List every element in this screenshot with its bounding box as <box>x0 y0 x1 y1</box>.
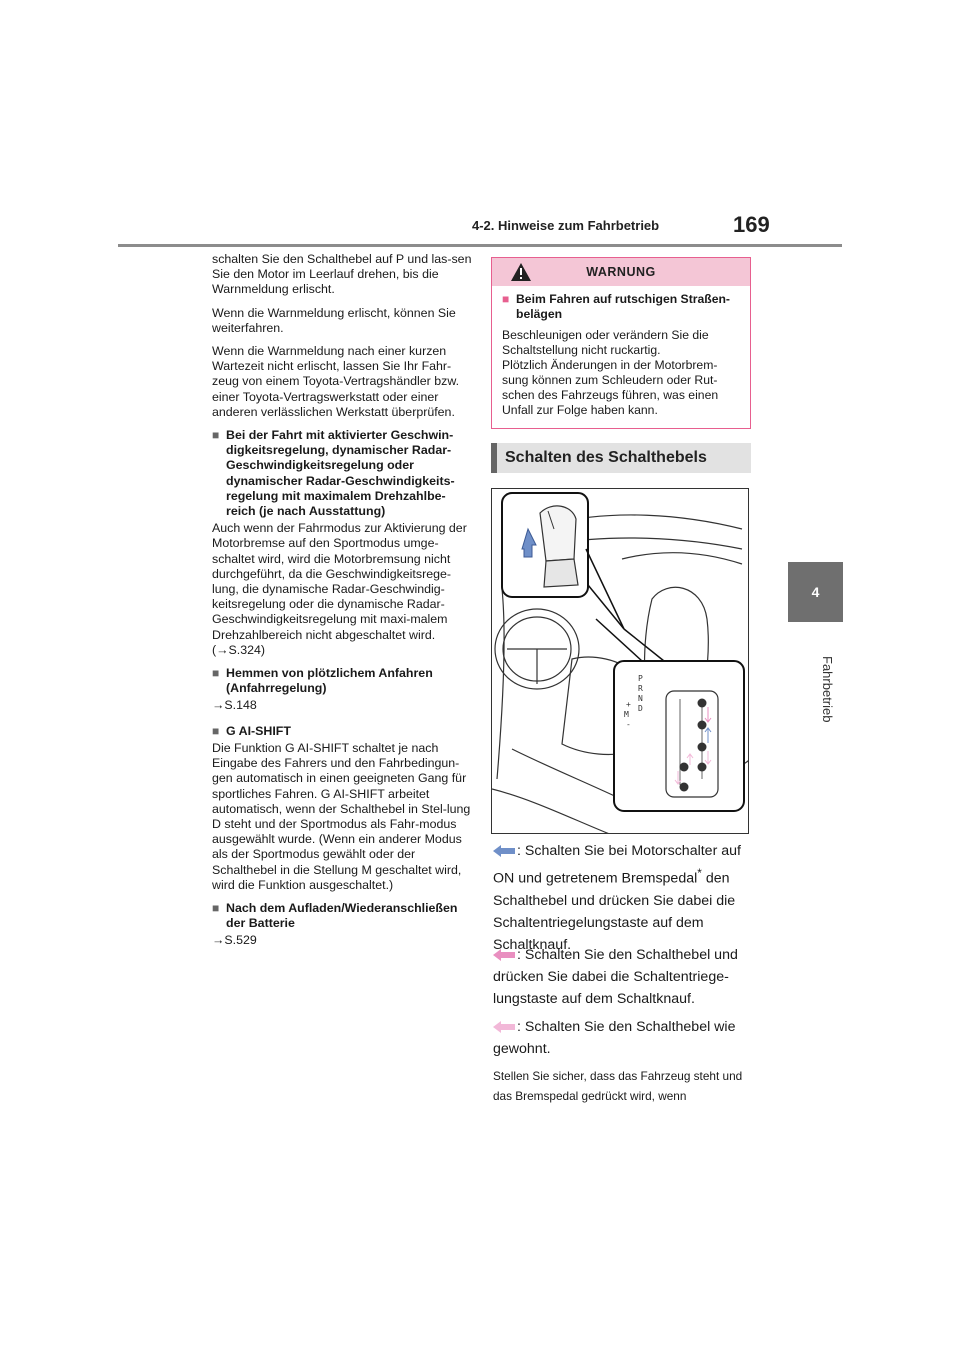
chapter-label-container <box>815 656 835 746</box>
blue-arrow-icon <box>493 845 515 857</box>
page-reference-link[interactable]: →S.148 <box>212 698 257 713</box>
gate-position-dot <box>698 763 707 772</box>
warning-body <box>492 286 750 418</box>
legend-item-light-pink: : Schalten Sie den Schalthebel wie gewohnt. <box>493 1019 736 1057</box>
gear-label: D <box>638 704 643 713</box>
warning-text: Beschleunigen oder verändern Sie die Schaltstellung nicht ruckartig. <box>502 328 709 357</box>
section-heading: Schalten des Schalthebels <box>491 443 751 473</box>
legend-item-pink: : Schalten Sie den Schalthebel und drücken Sie dabei die Schaltentriege-lungstaste auf dem Schaltknauf. <box>493 947 738 1007</box>
square-bullet-icon: ■ <box>212 723 220 738</box>
subheading: ■ Nach dem Aufladen/Wiederanschließen der Batterie <box>212 900 458 931</box>
gate-position-dot <box>680 783 689 792</box>
gate-position-dot <box>698 743 707 752</box>
warning-title-bar <box>492 258 750 286</box>
header-section-title: 4-2. Hinweise zum Fahrbetrieb <box>472 218 660 233</box>
pink-arrow-icon <box>493 949 515 961</box>
paragraph: schalten Sie den Schalthebel auf P und las-sen Sie den Motor im Leerlauf drehen, bis die Warnmeldung erlischt. <box>212 252 472 297</box>
warning-triangle-icon <box>510 262 532 282</box>
inset-gate-frame <box>614 661 744 811</box>
paragraph: Auch wenn der Fahrmodus zur Aktivierung der Motorbremse auf den Sportmodus umge-schaltet wird, wird die Motorbremsung nicht durchgeführt, da die Geschwindigkeitsrege-lung, die dynamische Radar-Geschwindig-keitsregelung oder die dynamische Radar-Geschwindigkeitsregelung mit maxi-malem Drehzahlbereich nicht abgeschaltet wird. (→S.324) <box>212 521 467 657</box>
light-pink-arrow-icon <box>493 1021 515 1033</box>
gate-position-dot <box>698 721 707 730</box>
gear-label: + <box>626 700 631 709</box>
warning-box <box>491 257 751 429</box>
warning-text: Plötzlich Änderungen in der Motorbrem-sung können zum Schleudern oder Rut-schen des Fahrzeugs führen, was einen Unfall zur Folge haben kann. <box>502 358 719 417</box>
paragraph: Wenn die Warnmeldung erlischt, können Sie weiterfahren. <box>212 305 456 335</box>
gear-label: M <box>624 710 629 719</box>
chapter-number: 4 <box>811 584 820 600</box>
car-interior-drawing <box>492 489 749 834</box>
legend-note: Stellen Sie sicher, dass das Fahrzeug steht und das Bremspedal gedrückt wird, wenn <box>493 1069 743 1103</box>
paragraph: Wenn die Warnmeldung nach einer kurzen Wartezeit nicht erlischt, lassen Sie Ihr Fahr-zeug von einem Toyota-Vertragshändler bzw. einer Toyota-Vertragswerkstatt oder einer anderen verlässlichen Werkstatt überprüfen. <box>212 344 460 419</box>
gate-position-dot <box>698 699 707 708</box>
gear-shift-illustration <box>491 488 749 834</box>
warning-heading: ■ Beim Fahren auf rutschigen Straßen-belägen <box>502 292 730 321</box>
square-bullet-icon: ■ <box>212 428 220 443</box>
warning-title: WARNUNG <box>586 265 656 279</box>
subheading: ■ Hemmen von plötzlichem Anfahren (Anfahrregelung) <box>212 666 433 696</box>
page-number: 169 <box>733 212 770 237</box>
paragraph: Die Funktion G AI-SHIFT schaltet je nach Eingabe des Fahrers und den Fahrbedingun-gen automatisch in einen geeigneten Gang für sportliches Fahren. G AI-SHIFT arbeitet automatisch, wenn der Schalthebel in Stel-lung D steht und der Sportmodus als Fahr-modus ausgewählt wurde. (Wenn ein anderer Modus als der Sportmodus gewählt oder der Schalthebel in die Stellung M geschaltet wird, wird die Funktion ausgeschaltet.) <box>212 740 471 892</box>
subheading: ■ G AI-SHIFT <box>212 723 291 738</box>
left-column <box>212 252 474 959</box>
subheading: ■ Bei der Fahrt mit aktivierter Geschwin-digkeitsregelung, dynamischer Radar-Geschwindigkeitsregelung oder dynamischer Radar-Geschwindigkeits-regelung mit maximalem Drehzahlbe-reich (je nach Ausstattung) <box>212 428 455 519</box>
square-bullet-icon: ■ <box>212 666 220 681</box>
legend-item-blue: : Schalten Sie bei Motorschalter auf ON und getretenem Bremspedal* den Schalthebel und drücken Sie dabei die Schaltentriegelungstaste auf dem Schaltknauf. <box>493 843 741 953</box>
gear-label: R <box>638 684 643 693</box>
chapter-tab[interactable] <box>788 562 843 622</box>
square-bullet-icon: ■ <box>502 292 510 306</box>
chapter-label: Fahrbetrieb <box>820 656 835 723</box>
gear-label: - <box>626 720 631 729</box>
page-reference-link[interactable]: →S.529 <box>212 933 257 948</box>
square-bullet-icon: ■ <box>212 900 220 915</box>
header-divider <box>118 244 842 247</box>
gear-label: N <box>638 694 643 703</box>
gear-label: P <box>638 674 643 683</box>
gate-position-dot <box>680 763 689 772</box>
